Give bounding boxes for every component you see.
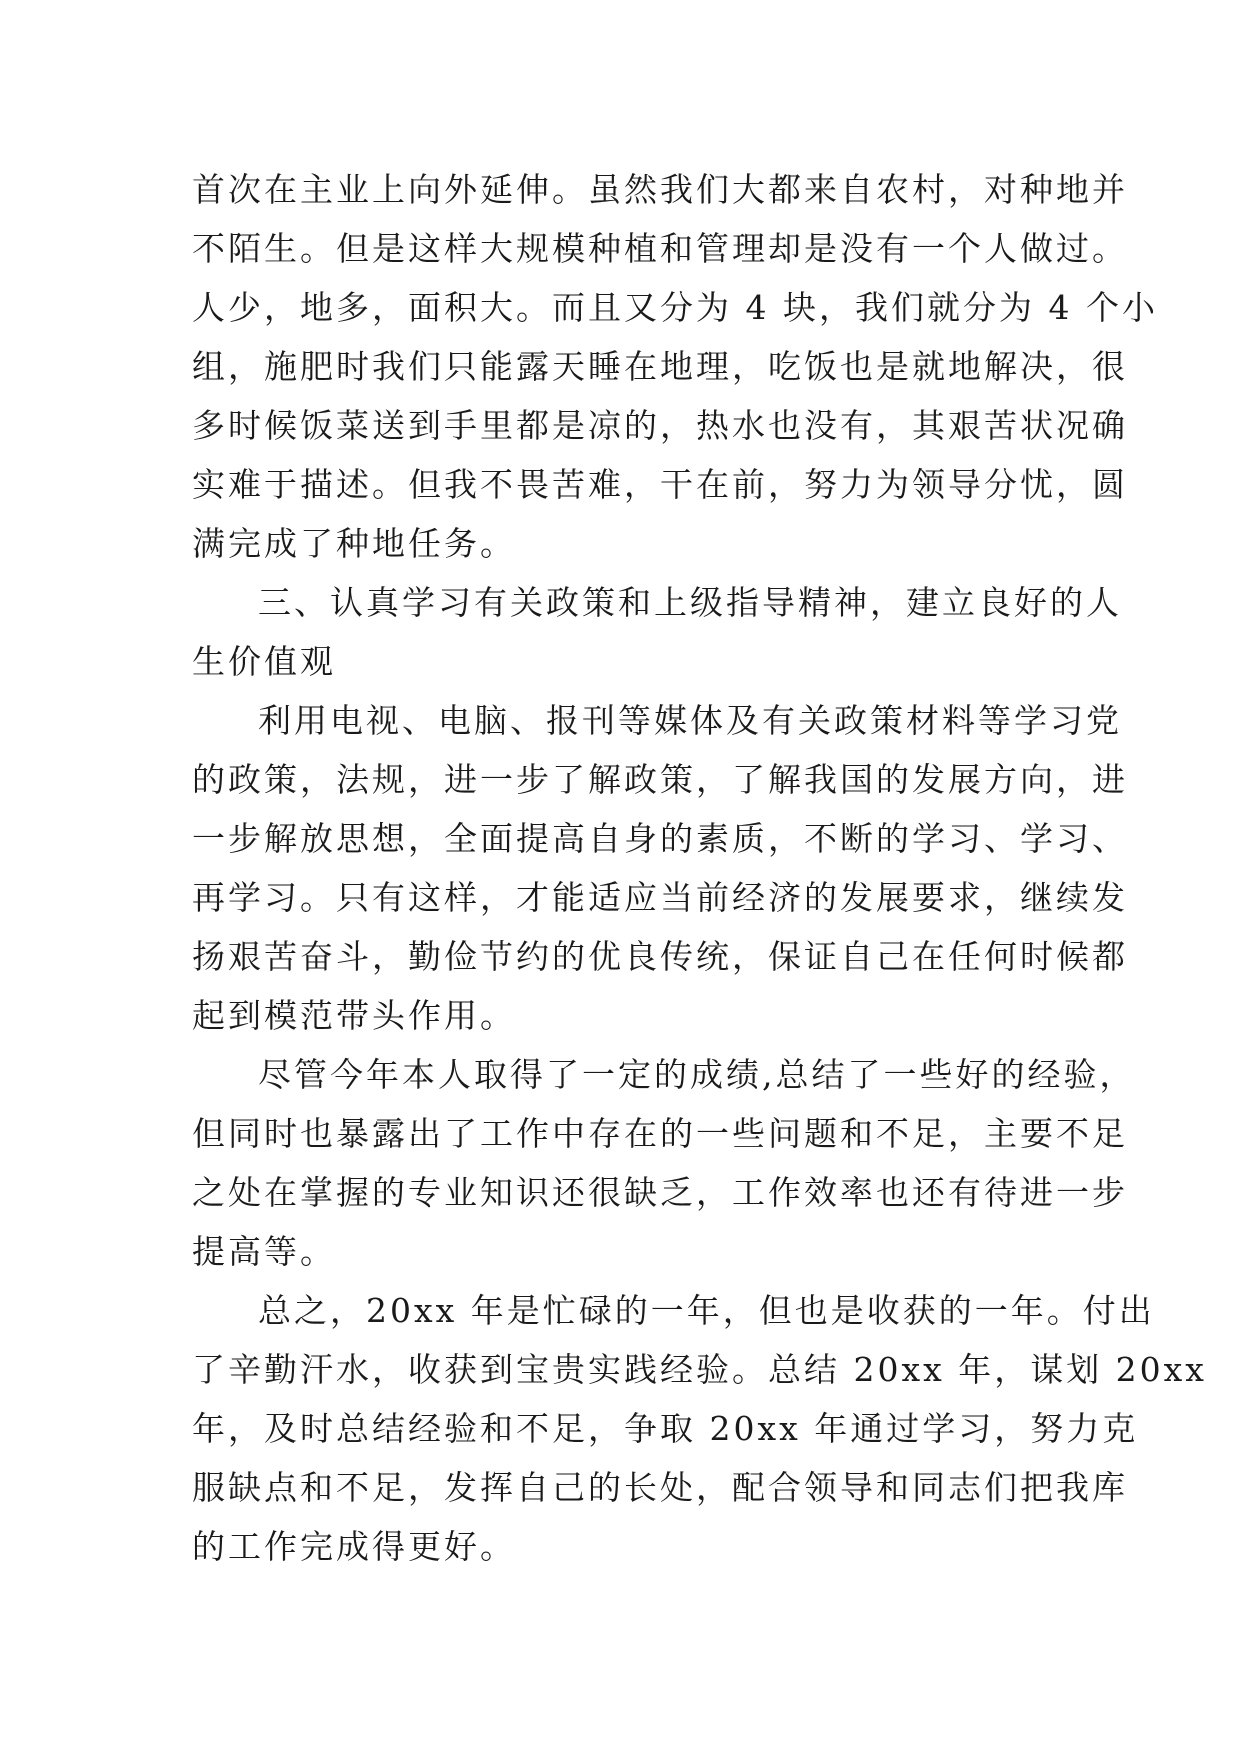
section-heading: 三、认真学习有关政策和上级指导精神，建立良好的人	[258, 583, 1122, 622]
document-body	[192, 160, 1207, 1576]
text-line: 满完成了种地任务。	[192, 524, 516, 563]
section-heading-continued: 生价值观	[192, 642, 336, 681]
text-line: 人少，地多，面积大。而且又分为 4 块，我们就分为 4 个小	[192, 288, 1158, 327]
paragraph-start: 利用电视、电脑、报刊等媒体及有关政策材料等学习党	[258, 701, 1122, 740]
text-line: 再学习。只有这样，才能适应当前经济的发展要求，继续发	[192, 878, 1128, 917]
text-line: 扬艰苦奋斗，勤俭节约的优良传统，保证自己在任何时候都	[192, 937, 1128, 976]
text-line: 服缺点和不足，发挥自己的长处，配合领导和同志们把我库	[192, 1468, 1128, 1507]
paragraph-start: 总之，20xx 年是忙碌的一年，但也是收获的一年。付出	[258, 1291, 1155, 1330]
text-line: 年，及时总结经验和不足，争取 20xx 年通过学习，努力克	[192, 1409, 1139, 1448]
text-line: 一步解放思想，全面提高自身的素质，不断的学习、学习、	[192, 819, 1128, 858]
paragraph-start: 尽管今年本人取得了一定的成绩,总结了一些好的经验，	[258, 1055, 1136, 1094]
text-line: 组，施肥时我们只能露天睡在地理，吃饭也是就地解决，很	[192, 347, 1128, 386]
text-line: 但同时也暴露出了工作中存在的一些问题和不足，主要不足	[192, 1114, 1128, 1153]
text-line: 实难于描述。但我不畏苦难，干在前，努力为领导分忧，圆	[192, 465, 1128, 504]
text-line: 的工作完成得更好。	[192, 1527, 516, 1566]
text-line: 多时候饭菜送到手里都是凉的，热水也没有，其艰苦状况确	[192, 406, 1128, 445]
text-line: 提高等。	[192, 1232, 336, 1271]
text-line: 之处在掌握的专业知识还很缺乏，工作效率也还有待进一步	[192, 1173, 1128, 1212]
text-line: 的政策，法规，进一步了解政策，了解我国的发展方向，进	[192, 760, 1128, 799]
text-line: 首次在主业上向外延伸。虽然我们大都来自农村，对种地并	[192, 170, 1128, 209]
text-line: 起到模范带头作用。	[192, 996, 516, 1035]
text-line: 不陌生。但是这样大规模种植和管理却是没有一个人做过。	[192, 229, 1128, 268]
text-line: 了辛勤汗水，收获到宝贵实践经验。总结 20xx 年，谋划 20xx	[192, 1350, 1207, 1389]
